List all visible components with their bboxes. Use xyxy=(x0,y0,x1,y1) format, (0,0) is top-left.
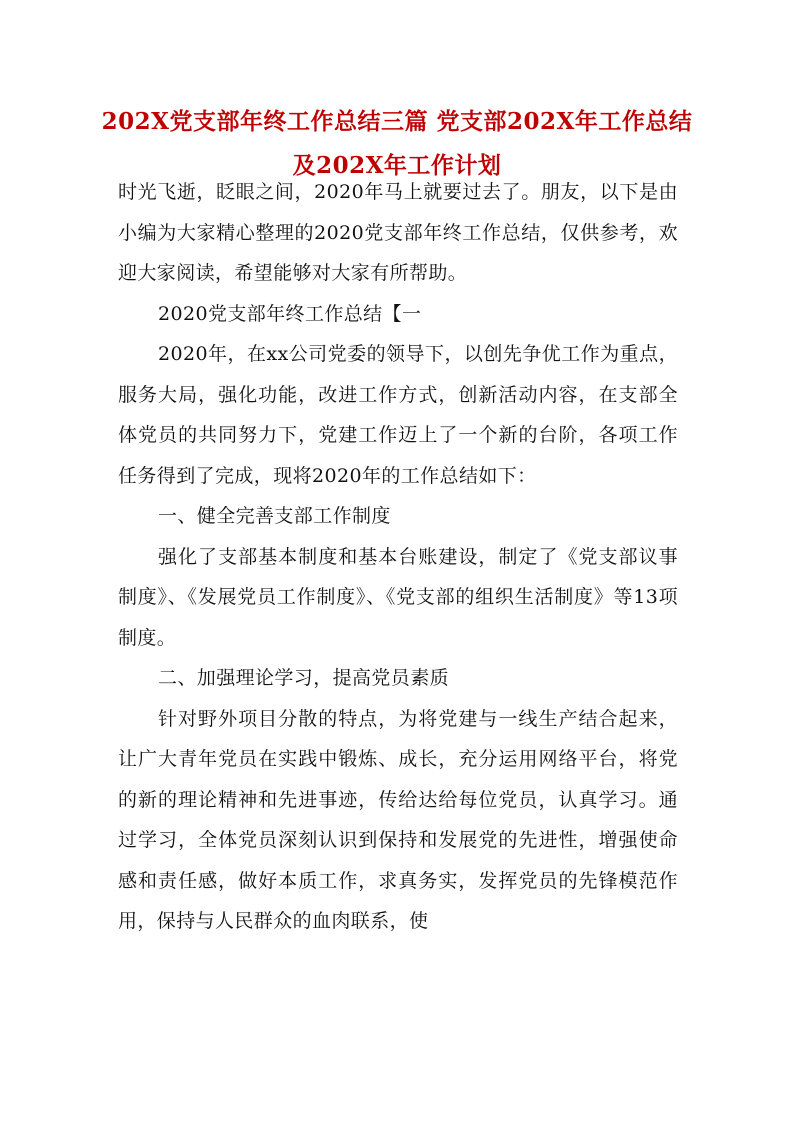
subsection-heading-system: 一、健全完善支部工作制度 xyxy=(158,505,391,527)
intro-paragraph: 时光飞逝，眨眼之间，2020年马上就要过去了。朋友，以下是由小编为大家精心整理的2020党支部年终工作总结，仅供参考，欢迎大家阅读，希望能够对大家有所帮助。 xyxy=(118,181,678,284)
document-body xyxy=(118,172,678,942)
study-paragraph: 针对野外项目分散的特点，为将党建与一线生产结合起来，让广大青年党员在实践中锻炼、成长，充分运用网络平台，将党的新的理论精神和先进事迹，传给达给每位党员，认真学习。通过学习，全体党员深刻认识到保持和发展党的先进性，增强使命感和责任感，做好本质工作，求真务实，发挥党员的先锋模范作用，保持与人民群众的血肉联系，使 xyxy=(118,707,678,932)
section-heading-one: 2020党支部年终工作总结【一 xyxy=(158,302,422,325)
system-paragraph: 强化了支部基本制度和基本台账建设，制定了《党支部议事制度》、《发展党员工作制度》、《党支部的组织生活制度》等13项制度。 xyxy=(118,545,678,649)
document-title: 202X党支部年终工作总结三篇 党支部202X年工作总结及202X年工作计划 xyxy=(101,108,693,179)
summary-paragraph: 2020年，在xx公司党委的领导下，以创先争优工作为重点，服务大局，强化功能，改进工作方式，创新活动内容，在支部全体党员的共同努力下，党建工作迈上了一个新的台阶，各项工作任务得到了完成，现将2020年的工作总结如下： xyxy=(118,343,678,487)
subsection-heading-study: 二、加强理论学习，提高党员素质 xyxy=(158,667,450,689)
